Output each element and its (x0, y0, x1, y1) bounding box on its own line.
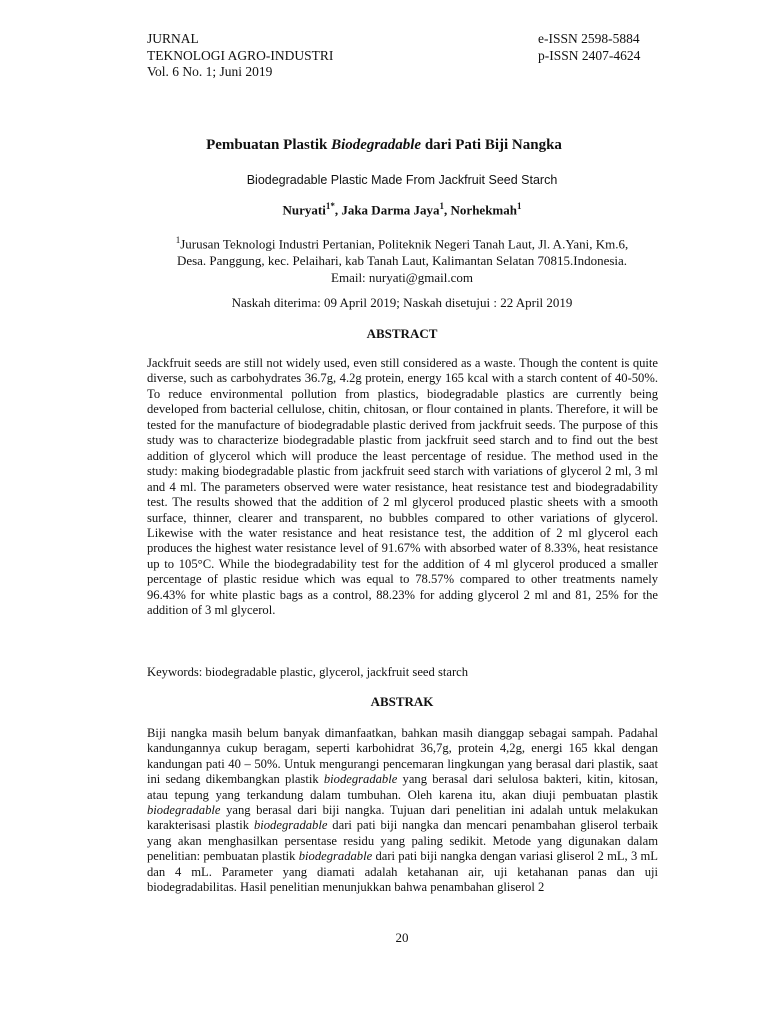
author-sup: 1* (325, 201, 335, 211)
affiliation-sup: 1 (175, 235, 181, 245)
abstrak-italic: biodegradable (323, 772, 398, 787)
affiliation-line1 (0, 232, 768, 252)
author-name: , Norhekmah (444, 202, 517, 218)
affiliation-text: Jurusan Teknologi Industri Pertanian, Politeknik Negeri Tanah Laut, Jl. A.Yani, Km.6, (180, 236, 629, 252)
abstrak-segment: yang berasal dari biji nangka. Tujuan dari penelitian ini adalah untuk melakukan karakterisasi plastik (147, 803, 658, 833)
journal-name-line2: TEKNOLOGI AGRO-INDUSTRI (147, 47, 334, 63)
author-sup: 1 (517, 201, 522, 211)
abstrak-segment: dari pati biji nangka dan mencari penambahan gliserol terbaik yang akan menghasilkan persentase residu yang paling sedikit. Metode yang digunakan dalam penelitian: pembuatan plastik (147, 818, 658, 864)
email: Email: nuryati@gmail.com (331, 270, 473, 286)
abstract-text: Jackfruit seeds are still not widely used, even still considered as a waste. Though the content is quite diverse, such as carbohydrates 36.7g, 4.2g protein, energy 165 kcal with a starch content of 40-50%. To reduce environmental pollution from plastics, biodegradable plastics are currently being developed from bacterial cellulose, chitin, chitosan, or flour contained in plants. Therefore, it will be tested for the manufacture of biodegradable plastic derived from jackfruit seeds. The purpose of this study was to characterize biodegradable plastic from jackfruit seed starch and to find out the best addition of glycerol which will produce the least percentage of residue. The method used in the study: making biodegradable plastic from jackfruit seed starch with variations of glycerol 2 ml, 3 ml and 4 ml. The parameters observed were water resistance, heat resistance test and biodegradability test. The results showed that the addition of 2 ml glycerol produced plastic sheets with a smooth surface, thinner, clearer and transparent, no bubbles compared to other variations of glycerol. Likewise with the water resistance and heat resistance test, the addition of 2 ml glycerol each produces the highest water resistance level of 91.67% with absorbed water of 8.33%, heat resistance up to 105°C. While the biodegradability test for the addition of 4 ml glycerol produced a smaller percentage of plastic residue which was equal to 78.57% compared to other treatments namely 96.43% for white plastic bags as a control, 88.23% for adding glycerol 2 ml and 81, 25% for the addition of 3 ml glycerol. (147, 356, 658, 618)
abstract-heading: ABSTRACT (366, 326, 438, 341)
abstrak-italic: biodegradable (298, 849, 373, 864)
paper-title (0, 137, 768, 154)
affiliation (0, 232, 768, 286)
author-name: , Jaka Darma Jaya (334, 202, 440, 218)
abstrak-segment: Biji nangka masih belum banyak dimanfaatkan, bahkan masih dianggap sebagai sampah. Padahal kandungannya cukup beragam, seperti karbohidrat 36,7g, protein 4,2g, energi 165 kkal dengan kandungan pati 40 – 50%. Untuk mengurangi pencemaran lingkungan yang berasal dari plastik, saat ini sedang dikembangkan plastik (147, 726, 658, 787)
affiliation-line2: Desa. Panggung, kec. Pelaihari, kab Tanah Laut, Kalimantan Selatan 70815.Indonesia. (176, 253, 628, 269)
abstrak-segment: dari pati biji nangka dengan variasi gliserol 2 mL, 3 mL dan 4 mL. Parameter yang diamati adalah ketahanan air, uji ketahanan panas dan uji biodegradabilitas. Hasil penelitian menunjukkan bahwa penambahan gliserol 2 (147, 849, 658, 895)
abstrak-text (147, 726, 658, 895)
abstrak-italic: biodegradable (147, 803, 221, 818)
title-part: dari Pati Biji Nangka (421, 137, 562, 153)
issn-block (538, 31, 640, 64)
author-sup: 1 (439, 201, 445, 211)
abstrak-segment: yang berasal dari selulosa bakteri, kitin, kitosan, atau tepung yang terkandung dalam tumbuhan. Oleh karena itu, akan diuji pembuatan plastik (147, 772, 658, 802)
manuscript-dates: Naskah diterima: 09 April 2019; Naskah disetujui : 22 April 2019 (231, 295, 573, 310)
authors (0, 201, 768, 218)
eissn: e-ISSN 2598-5884 (538, 31, 640, 46)
abstrak-italic: biodegradable (253, 818, 328, 833)
keywords: Keywords: biodegradable plastic, glycerol, jackfruit seed starch (147, 665, 469, 679)
page-number: 20 (395, 930, 409, 945)
journal-volume: Vol. 6 No. 1; Juni 2019 (147, 64, 273, 79)
author-name: Nuryati (282, 202, 326, 218)
journal-name-line1: JURNAL (147, 31, 199, 46)
paper-subtitle: Biodegradable Plastic Made From Jackfruit Seed Starch (246, 173, 558, 187)
title-italic-part: Biodegradable (331, 137, 422, 153)
title-part: Pembuatan Plastik (206, 137, 332, 153)
journal-header (147, 31, 333, 81)
abstrak-heading: ABSTRAK (370, 694, 434, 709)
pissn: p-ISSN 2407-4624 (538, 47, 641, 63)
